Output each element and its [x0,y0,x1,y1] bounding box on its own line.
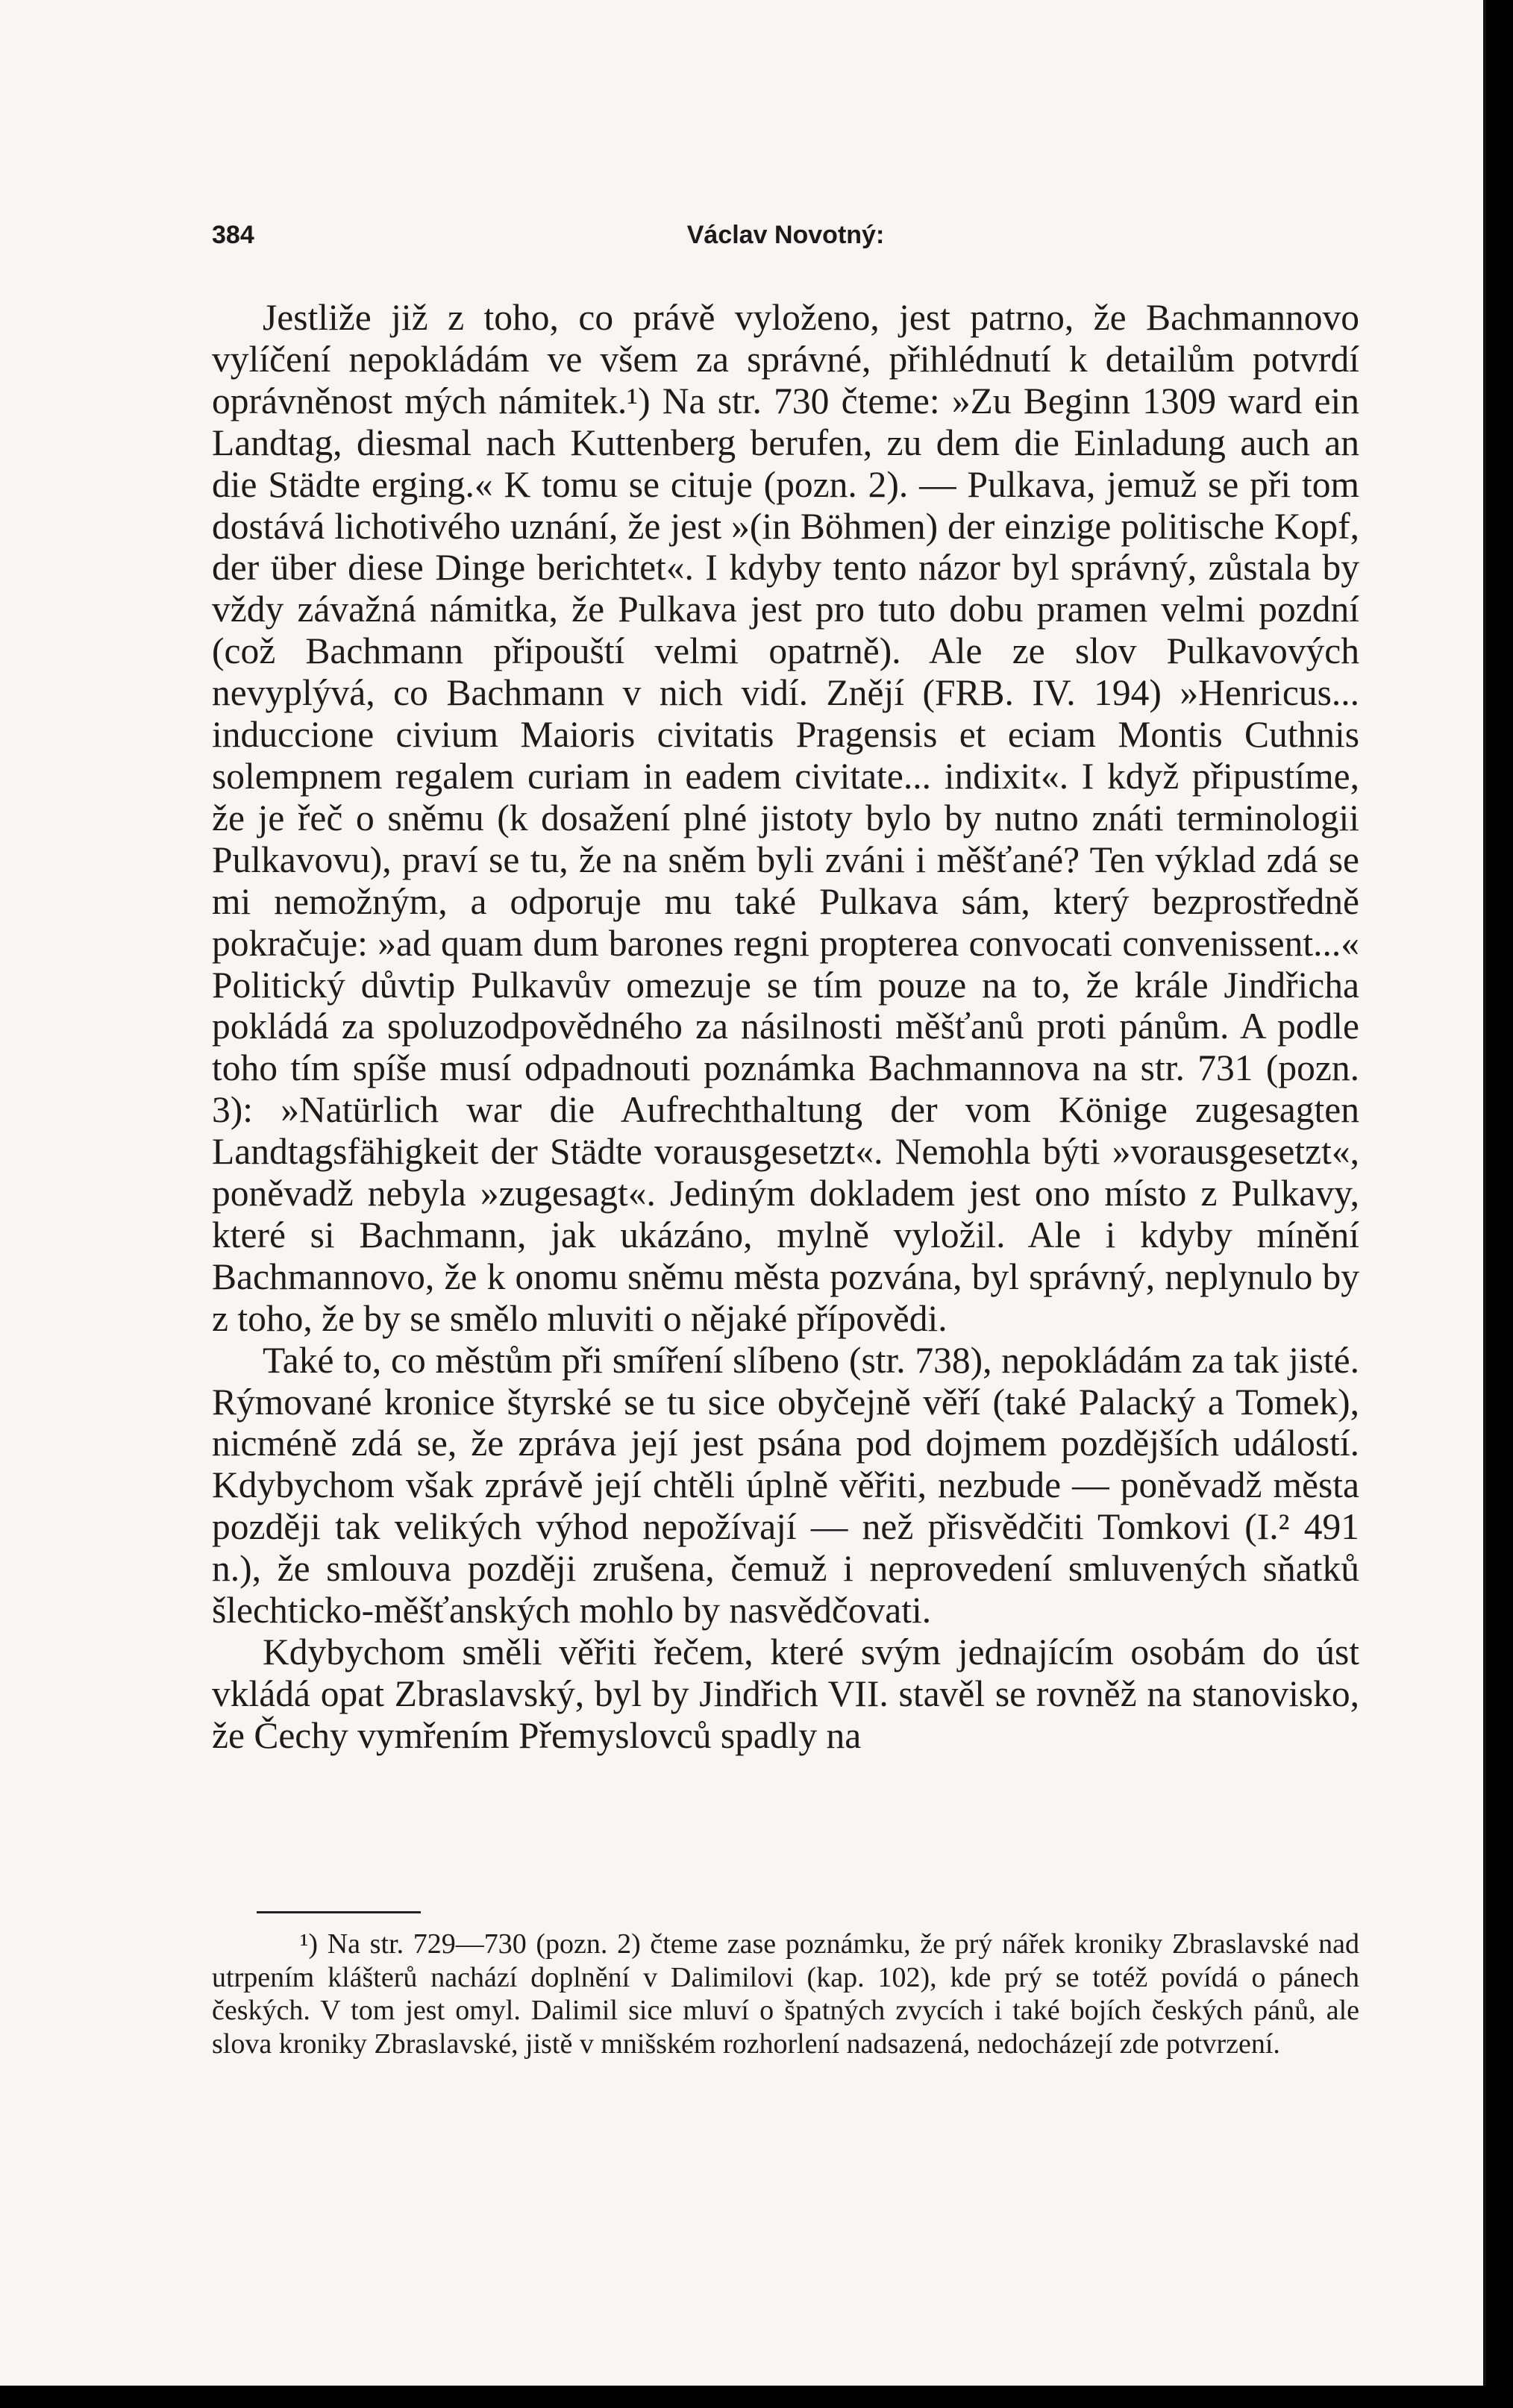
footnotes [212,1928,1359,2060]
footnote-1: ¹) Na str. 729—730 (pozn. 2) čteme zase poznámku, že prý nářek kroniky Zbraslavské nad utrpením klášterů nachází doplnění v Dalimilovi (kap. 102), kde prý se totéž povídá o pánech českých. V tom jest omyl. Dalimil sice mluví o špatných zvycích i také bojích českých pánů, ale slova kroniky Zbraslavské, jistě v mnišském rozhorlení nadsazená, nedocházejí zde potvrzení. [212,1928,1359,2060]
paragraph-3: Kdybychom směli věřiti řečem, které svým jednajícím osobám do úst vkládá opat Zbraslavský, byl by Jindřich VII. stavěl se rovněž na stanovisko, že Čechy vymřením Přemyslovců spadly na [212,1631,1359,1756]
page-header [212,221,1359,258]
footnote-divider [257,1911,421,1913]
running-title: Václav Novotný: [686,221,885,249]
main-text [212,297,1359,1757]
paragraph-1: Jestliže již z toho, co právě vyloženo, jest patrno, že Bachmannovo vylíčení nepokládám ve všem za správné, přihlédnutí k detailům potvrdí oprávněnost mých námitek.¹) Na str. 730 čteme: »Zu Beginn 1309 ward ein Landtag, diesmal nach Kuttenberg berufen, zu dem die Einladung auch an die Städte erging.« K tomu se cituje (pozn. 2). — Pulkava, jemuž se při tom dostává lichotivého uznání, že jest »(in Böhmen) der einzige politische Kopf, der über diese Dinge berichtet«. I kdyby tento názor byl správný, zůstala by vždy závažná námitka, že Pulkava jest pro tuto dobu pramen velmi pozdní (což Bachmann připouští velmi opatrně). Ale ze slov Pulkavových nevyplývá, co Bachmann v nich vidí. Znějí (FRB. IV. 194) »Henricus... induccione civium Maioris civitatis Pragensis et eciam Montis Cuthnis solempnem regalem curiam in eadem civitate... indixit«. I když připustíme, že je řeč o sněmu (k dosažení plné jistoty bylo by nutno znáti terminologii Pulkavovu), praví se tu, že na sněm byli zváni i měšťané? Ten výklad zdá se mi nemožným, a odporuje mu také Pulkava sám, který bezprostředně pokračuje: »ad quam dum barones regni propterea convocati convenissent...« Politický důvtip Pulkavův omezuje se tím pouze na to, že krále Jindřicha pokládá za spoluzodpovědného za násilnosti měšťanů proti pánům. A podle toho tím spíše musí odpadnouti poznámka Bachmannova na str. 731 (pozn. 3): »Natürlich war die Aufrechthaltung der vom Könige zugesagten Landtagsfähigkeit der Städte vorausgesetzt«. Nemohla býti »vorausgesetzt«, poněvadž nebyla »zugesagt«. Jediným dokladem jest ono místo z Pulkavy, které si Bachmann, jak ukázáno, mylně vyložil. Ale i kdyby mínění Bachmannovo, že k onomu sněmu města pozvána, byl správný, neplynulo by z toho, že by se smělo mluviti o nějaké přípovědi. [212,297,1359,1339]
page-number: 384 [212,221,254,249]
paragraph-2: Také to, co městům při smíření slíbeno (str. 738), nepokládám za tak jisté. Rýmované kronice štyrské se tu sice obyčejně věří (také Palacký a Tomek), nicméně zdá se, že zpráva její jest psána pod dojmem pozdějších událostí. Kdybychom však zprávě její chtěli úplně věřiti, nezbude — poněvadž města později tak velikých výhod nepožívají — než přisvědčiti Tomkovi (I.² 491 n.), že smlouva později zrušena, čemuž i neprovedení smluvených sňatků šlechticko-měšťanských mohlo by nasvědčovati. [212,1339,1359,1631]
